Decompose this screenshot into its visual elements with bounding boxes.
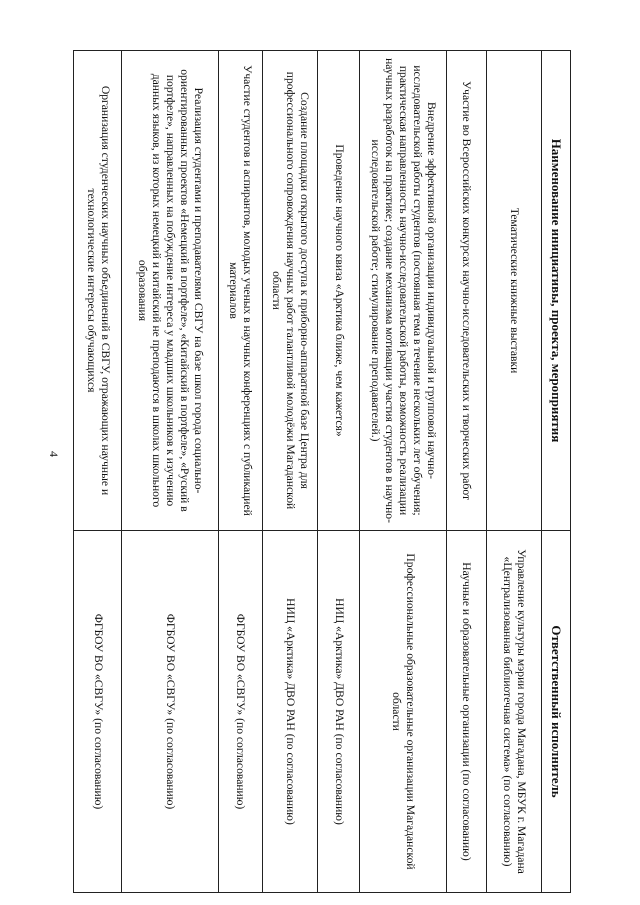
executor-cell: Управление культуры мэрии города Магадана, МБУК г. Магадана «Централизованная библиотечная система» (по согласованию) xyxy=(486,531,541,893)
executor-cell: ФГБОУ ВО «СВГУ» (по согласованию) xyxy=(218,531,262,893)
event-cell: Участие студентов и аспирантов, молодых ученых в научных конференциях с публикацией материалов xyxy=(218,51,262,531)
executor-cell: НИЦ «Арктика» ДВО РАН (по согласованию) xyxy=(262,531,317,893)
events-table-wrapper xyxy=(73,50,571,892)
event-cell: Реализация студентами и преподавателями СВГУ на базе школ города социально-ориентированных проектов «Немецкий в портфеле», «Китайский в портфеле», «Руский в портфеле», направленных на побуждение интереса у младших школьников к изучению данных языков, из которых немецкий и китайский не преподаются в школах школьного образования xyxy=(122,51,218,531)
table-row xyxy=(446,51,486,893)
table-row xyxy=(318,51,360,893)
event-cell: Создание площадки открытого доступа к приборно-аппаратной базе Центра для профессионального сопровождения научных работ талантливой молодёжи Магаданской области xyxy=(262,51,317,531)
table-row xyxy=(360,51,446,893)
table-row xyxy=(74,51,122,893)
table-header-row xyxy=(542,51,571,893)
executor-cell: Научные и образовательные организации (по согласованию) xyxy=(446,531,486,893)
table-row xyxy=(486,51,541,893)
header-executor: Ответственный исполнитель xyxy=(542,531,571,893)
header-event: Наименование инициативы, проекта, мероприятия xyxy=(542,51,571,531)
event-cell: Тематические книжные выставки xyxy=(486,51,541,531)
event-cell: Проведение научного квиза «Арктика ближе, чем кажется» xyxy=(318,51,360,531)
event-cell: Внедрение эффективной организации индивидуальной и групповой научно-исследовательской работы студентов (постоянная тема в течение нескольких лет обучения; практическая направленность научно-исследовательской работы, возможность реализации научных разработок на практике; создание механизма мотивации участия студентов в научно-исследовательской работе; стимулирование преподавателей.) xyxy=(360,51,446,531)
executor-cell: ФГБОУ ВО «СВГУ» (по согласованию) xyxy=(122,531,218,893)
executor-cell: ФГБОУ ВО «СВГУ» (по согласованию) xyxy=(74,531,122,893)
table-row xyxy=(122,51,218,893)
table-row xyxy=(218,51,262,893)
event-cell: Участие во Всероссийских конкурсах научно-исследовательских и творческих работ xyxy=(446,51,486,531)
events-table xyxy=(73,50,571,893)
executor-cell: Профессиональные образовательные организации Магаданской области xyxy=(360,531,446,893)
executor-cell: НИЦ «Арктика» ДВО РАН (по согласованию) xyxy=(318,531,360,893)
page-number: 4 xyxy=(47,451,61,457)
event-cell: Организация студенческих научных объединений в СВГУ, отражающих научные и технологические интересы обучающихся xyxy=(74,51,122,531)
table-row xyxy=(262,51,317,893)
